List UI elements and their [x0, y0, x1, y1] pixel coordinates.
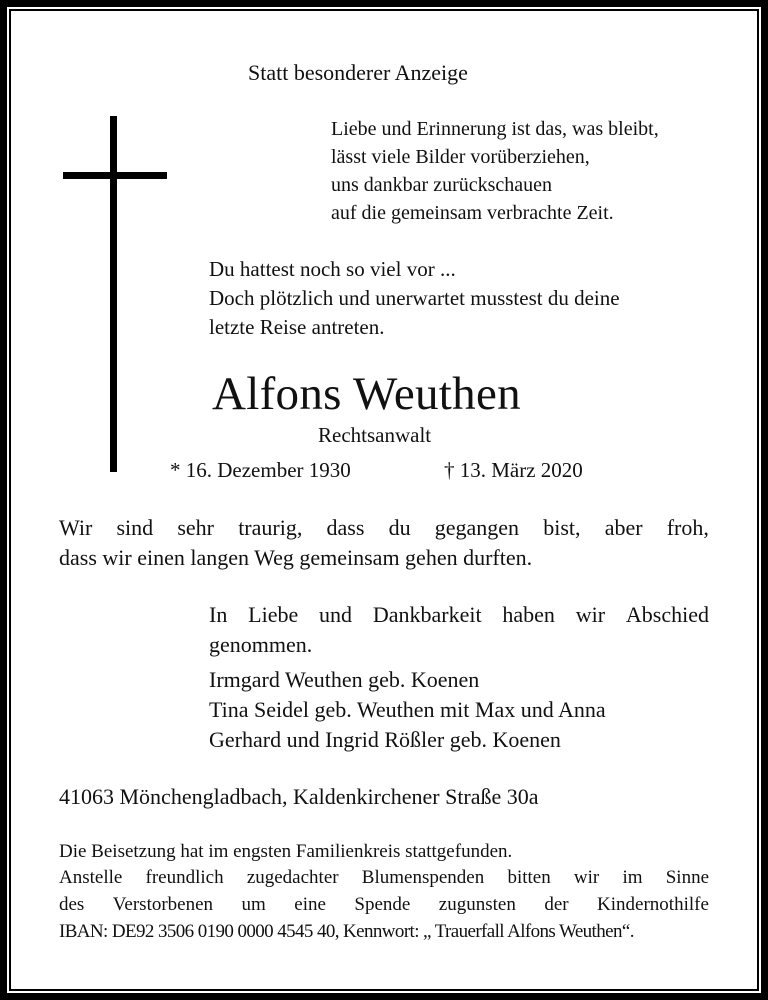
word: freundlich	[145, 867, 224, 888]
word: Abschied	[625, 602, 709, 627]
word: Sinne	[665, 867, 709, 888]
word: und	[319, 602, 353, 627]
word: eine	[294, 894, 326, 915]
notice-line: Die Beisetzung hat im engsten Familienkreis stattgefunden.	[59, 841, 513, 862]
mourner-name: Irmgard Weuthen geb. Koenen	[209, 667, 480, 692]
word: Verstorbenen	[112, 894, 214, 915]
poem-line: uns dankbar zurückschauen	[331, 174, 553, 196]
donation-iban: IBAN: DE92 3506 0190 0000 4545 40, Kennwort: „ Trauerfall Alfons Weuthen“.	[59, 921, 634, 942]
word: zugunsten	[438, 894, 516, 915]
deceased-profession: Rechtsanwalt	[318, 423, 432, 447]
word: du	[388, 515, 411, 540]
word: wir	[573, 867, 600, 888]
intro-line: Du hattest noch so viel vor ...	[209, 257, 456, 281]
poem-line: lässt viele Bilder vorüberziehen,	[331, 146, 590, 168]
word: gegangen	[434, 515, 520, 540]
word: Wir	[59, 515, 93, 540]
word: dass	[326, 515, 365, 540]
mourner-name: Tina Seidel geb. Weuthen mit Max und Anna	[209, 697, 606, 722]
poem-line: auf die gemeinsam verbrachte Zeit.	[331, 202, 614, 224]
death-date: † 13. März 2020	[444, 458, 583, 482]
notice-line-justified	[59, 895, 709, 914]
intro-line: Doch plötzlich und unerwartet musstest du deine	[209, 286, 620, 310]
farewell-line: genommen.	[209, 632, 313, 657]
header-notice: Statt besonderer Anzeige	[248, 60, 468, 85]
word: In	[209, 602, 228, 627]
word: im	[622, 867, 643, 888]
word: aber	[604, 515, 643, 540]
intro-line: letzte Reise antreten.	[209, 315, 385, 339]
deceased-name: Alfons Weuthen	[212, 368, 521, 420]
word: Dankbarkeit	[372, 602, 482, 627]
word: Spende	[354, 894, 411, 915]
cross-horizontal-bar	[63, 172, 167, 179]
word: wir	[575, 602, 606, 627]
notice-line-justified	[59, 868, 709, 887]
cross-vertical-bar	[110, 116, 117, 472]
poem-line: Liebe und Erinnerung ist das, was bleibt,	[331, 118, 659, 140]
word: sehr	[177, 515, 215, 540]
word: Kindernothilfe	[597, 894, 709, 915]
family-address: 41063 Mönchengladbach, Kaldenkirchener Straße 30a	[59, 784, 539, 809]
word: der	[544, 894, 569, 915]
word: zugedachter	[246, 867, 339, 888]
word: bist,	[543, 515, 581, 540]
word: des	[59, 894, 85, 915]
word: um	[241, 894, 266, 915]
word: Liebe	[248, 602, 299, 627]
farewell-line-justified	[209, 604, 709, 626]
word: Blumenspenden	[361, 867, 485, 888]
message-line-justified	[59, 517, 709, 539]
word: froh,	[666, 515, 709, 540]
word: Anstelle	[59, 867, 123, 888]
word: traurig,	[238, 515, 303, 540]
word: bitten	[507, 867, 551, 888]
birth-date: * 16. Dezember 1930	[170, 458, 351, 482]
word: sind	[116, 515, 154, 540]
message-line: dass wir einen langen Weg gemeinsam gehen durften.	[59, 545, 533, 570]
word: haben	[502, 602, 555, 627]
mourner-name: Gerhard und Ingrid Rößler geb. Koenen	[209, 727, 561, 752]
